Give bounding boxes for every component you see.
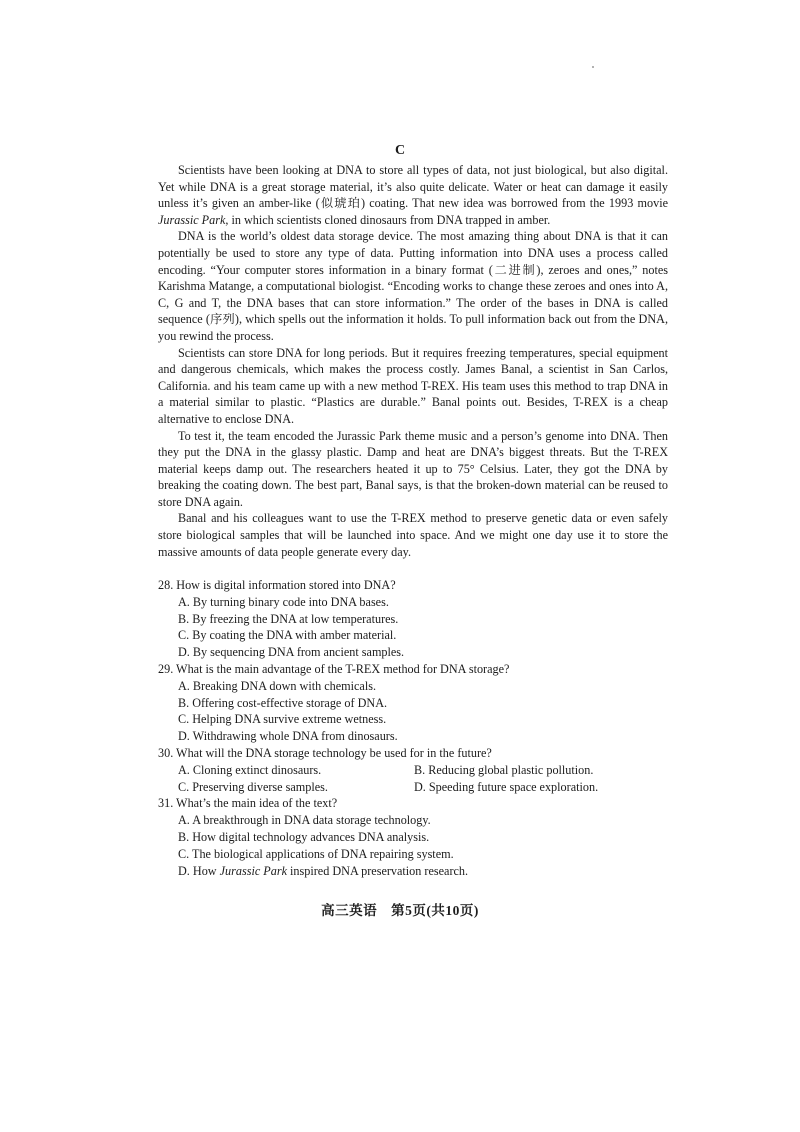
section-heading: C <box>394 143 406 158</box>
option-b: B. How digital technology advances DNA analysis. <box>178 829 430 844</box>
option-d: D. How Jurassic Park inspired DNA preservation research. <box>178 863 469 878</box>
option-c: C. The biological applications of DNA repairing system. <box>178 846 454 861</box>
passage-paragraph-4: To test it, the team encoded the Jurassic Park theme music and a person’s genome into DNA. Then they put the DNA in the glassy plastic. Damp and heat are DNA’s biggest threats. But the T-REX material keeps damp out. The researchers heated it up to 75° Celsius. Later, they got the DNA by breaking the coating down. The best part, Banal says, is that the broken-down material can be reused to store DNA again. <box>158 428 668 509</box>
option-a: A. By turning binary code into DNA bases. <box>178 594 389 609</box>
passage-paragraph-1: Scientists have been looking at DNA to store all types of data, not just biological, but also digital. Yet while DNA is a great storage material, it’s also quite delicate. Water or heat can damage it easily unless it’s given an amber-like (似琥珀) coating. That new idea was borrowed from the 1993 movie Jurassic Park, in which scientists cloned dinosaurs from DNA trapped in amber. <box>158 163 668 227</box>
question-stem: 28. How is digital information stored into DNA? <box>158 578 396 592</box>
option-c: C. Preserving diverse samples. <box>178 779 328 794</box>
question-30 <box>158 745 678 795</box>
option-a: A. A breakthrough in DNA data storage technology. <box>178 813 431 828</box>
question-29 <box>158 661 678 745</box>
option-a: A. Cloning extinct dinosaurs. <box>178 762 322 777</box>
option-d: D. Withdrawing whole DNA from dinosaurs. <box>178 729 398 744</box>
question-31 <box>158 795 678 879</box>
reading-passage <box>158 162 668 560</box>
option-a: A. Breaking DNA down with chemicals. <box>178 678 377 693</box>
option-b: B. By freezing the DNA at low temperatures. <box>178 611 399 626</box>
question-stem: 29. What is the main advantage of the T-REX method for DNA storage? <box>158 661 510 676</box>
option-list <box>158 812 678 879</box>
page-footer: 高三英语 第5页(共10页) <box>321 903 479 918</box>
question-list <box>158 577 678 879</box>
option-b: B. Reducing global plastic pollution. <box>414 762 594 777</box>
question-stem: 31. What’s the main idea of the text? <box>158 796 338 811</box>
option-b: B. Offering cost-effective storage of DNA. <box>178 695 388 710</box>
option-d: D. Speeding future space exploration. <box>414 779 599 794</box>
option-c: C. Helping DNA survive extreme wetness. <box>178 712 387 727</box>
option-list <box>158 762 678 796</box>
passage-paragraph-5: Banal and his colleagues want to use the T-REX method to preserve genetic data or even safely store biological samples that will be launched into space. And we might one day use it to store the massive amounts of data people generate every day. <box>158 511 668 559</box>
scan-speck <box>592 66 594 68</box>
option-list <box>158 594 678 661</box>
option-c: C. By coating the DNA with amber material. <box>178 628 397 643</box>
question-stem: 30. What will the DNA storage technology be used for in the future? <box>158 745 492 760</box>
passage-paragraph-2: DNA is the world’s oldest data storage device. The most amazing thing about DNA is that it can potentially be used to store any type of data. Putting information into DNA uses a process called encoding. “Your computer stores information in a binary format (二进制), zeroes and ones,” notes Karishma Matange, a computational biologist. “Encoding works to change these zeroes and ones into A, C, G and T, the DNA bases that can store information.” The order of the bases in DNA is called sequence (序列), which spells out the information it holds. To pull information back out from the DNA, you rewind the process. <box>158 229 668 343</box>
passage-paragraph-3: Scientists can store DNA for long periods. But it requires freezing temperatures, special equipment and dangerous chemicals, which makes the process costly. James Banal, a scientist in San Carlos, California. and his team came up with a new method T-REX. His team uses this method to trap DNA in a material similar to plastic. “Plastics are durable.” Banal points out. Besides, T-REX is a cheap alternative to enclose DNA. <box>158 345 668 426</box>
option-d: D. By sequencing DNA from ancient samples. <box>178 645 405 660</box>
option-list <box>158 678 678 745</box>
question-28 <box>158 577 678 661</box>
